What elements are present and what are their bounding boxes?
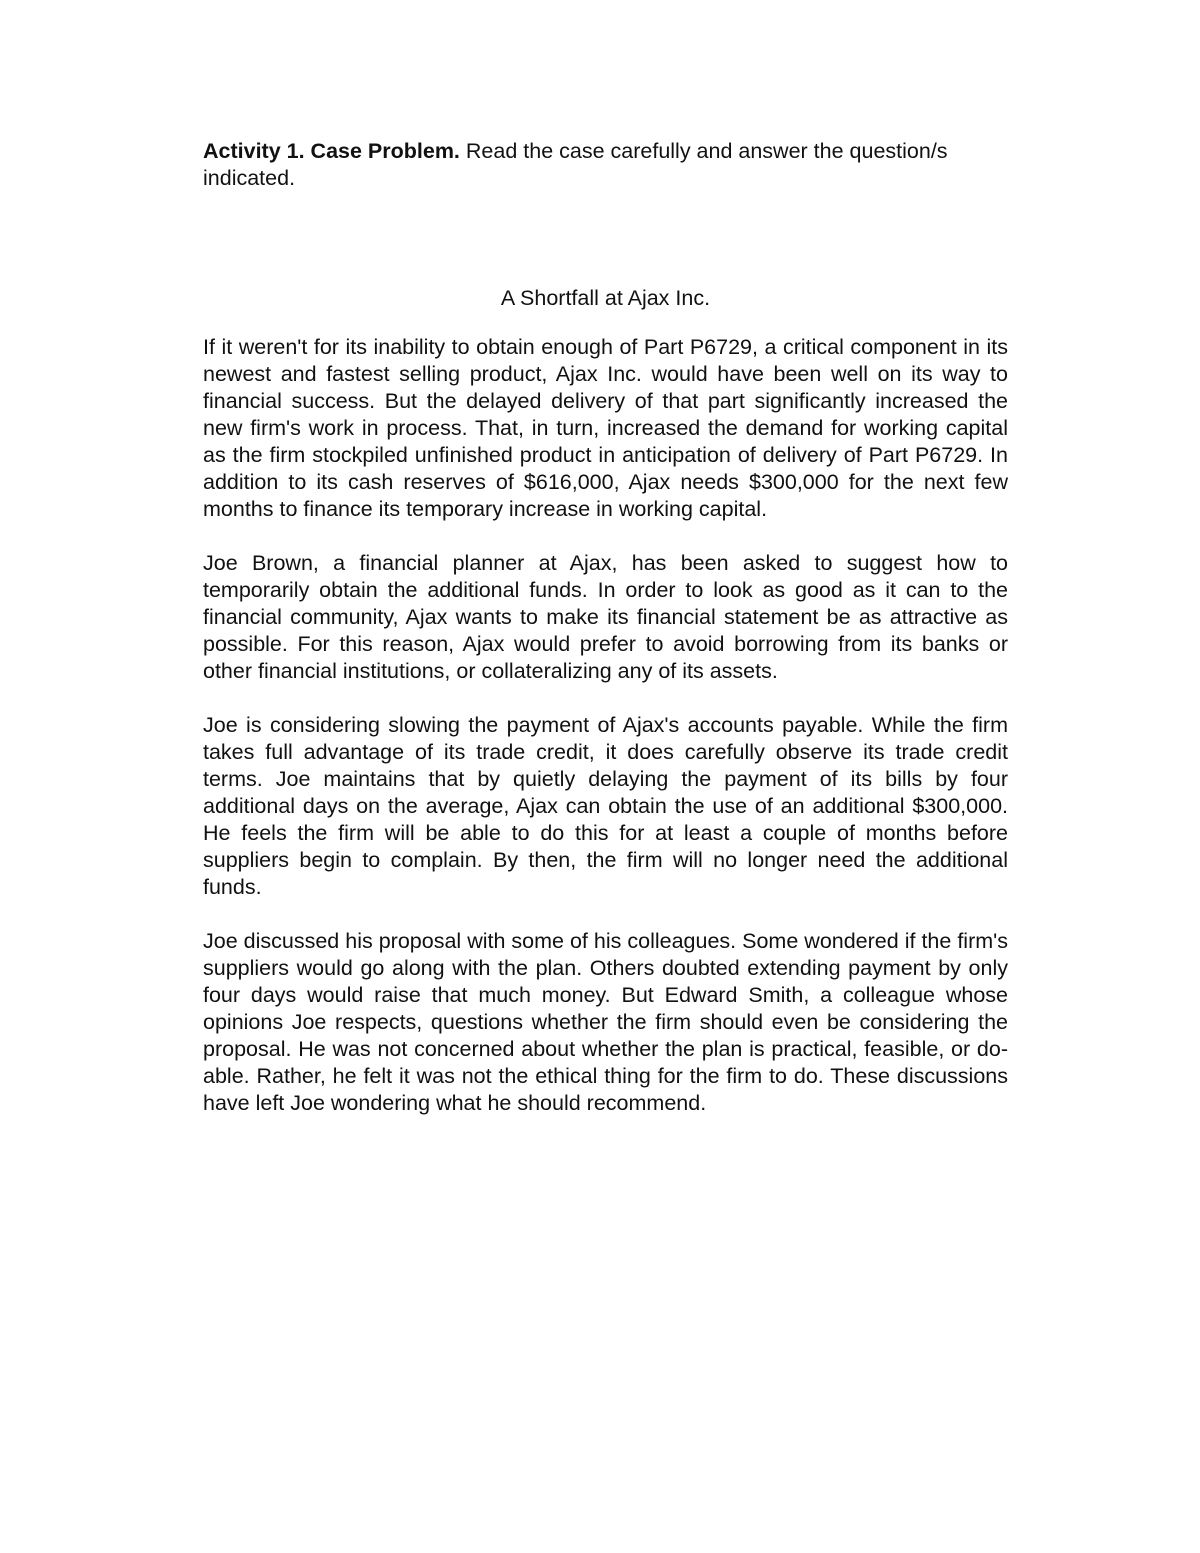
case-paragraph-4: Joe discussed his proposal with some of his colleagues. Some wondered if the firm's suppliers would go along with the plan. Others doubted extending payment by only four days would raise that much money. But Edward Smith, a colleague whose opinions Joe respects, questions whether the firm should even be considering the proposal. He was not concerned about whether the plan is practical, feasible, or do-able. Rather, he felt it was not the ethical thing for the firm to do. These discussions have left Joe wondering what he should recommend. — [203, 929, 1008, 1115]
case-paragraph-1: If it weren't for its inability to obtain enough of Part P6729, a critical component in its newest and fastest selling product, Ajax Inc. would have been well on its way to financial success. But the delayed delivery of that part significantly increased the new firm's work in process. That, in turn, increased the demand for working capital as the firm stockpiled unfinished product in anticipation of delivery of Part P6729. In addition to its cash reserves of $616,000, Ajax needs $300,000 for the next few months to finance its temporary increase in working capital. — [203, 335, 1008, 521]
activity-intro — [203, 138, 1008, 192]
case-paragraph-3: Joe is considering slowing the payment of Ajax's accounts payable. While the firm takes full advantage of its trade credit, it does carefully observe its trade credit terms. Joe maintains that by quietly delaying the payment of its bills by four additional days on the average, Ajax can obtain the use of an additional $300,000. He feels the firm will be able to do this for at least a couple of months before suppliers begin to complain. By then, the firm will no longer need the additional funds. — [203, 713, 1008, 899]
case-paragraph-2: Joe Brown, a financial planner at Ajax, has been asked to suggest how to temporarily obtain the additional funds. In order to look as good as it can to the financial community, Ajax wants to make its financial statement be as attractive as possible. For this reason, Ajax would prefer to avoid borrowing from its banks or other financial institutions, or collateralizing any of its assets. — [203, 551, 1008, 683]
activity-instruction: Read the case carefully and answer the question/s indicated. — [203, 139, 948, 190]
activity-label: Activity 1. Case Problem. — [203, 139, 460, 163]
document-page — [203, 138, 1008, 1144]
case-title: A Shortfall at Ajax Inc. — [500, 286, 711, 310]
